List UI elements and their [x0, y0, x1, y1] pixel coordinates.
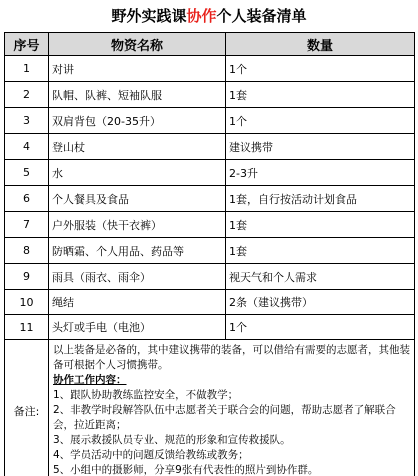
title-highlight: 协作	[186, 7, 217, 25]
table-row	[5, 186, 415, 212]
row-index: 11	[5, 315, 49, 340]
row-quantity: 1套	[226, 212, 415, 238]
row-item-name: 对讲	[49, 56, 226, 82]
row-index: 8	[5, 238, 49, 264]
row-item-name: 队帽、队裤、短袖队服	[49, 82, 226, 108]
row-quantity: 2条（建议携带）	[226, 290, 415, 315]
row-index: 9	[5, 264, 49, 290]
table-row	[5, 264, 415, 290]
row-quantity: 视天气和个人需求	[226, 264, 415, 290]
row-item-name: 雨具（雨衣、雨伞）	[49, 264, 226, 290]
row-index: 10	[5, 290, 49, 315]
header-quantity: 数量	[226, 33, 415, 56]
table-row	[5, 82, 415, 108]
table-row	[5, 56, 415, 82]
row-item-name: 登山杖	[49, 134, 226, 160]
note-section-title: 协作工作内容：	[53, 374, 127, 386]
row-index: 1	[5, 56, 49, 82]
row-quantity: 1个	[226, 56, 415, 82]
row-item-name: 防晒霜、个人用品、药品等	[49, 238, 226, 264]
row-item-name: 户外服装（快干衣裤）	[49, 212, 226, 238]
row-index: 4	[5, 134, 49, 160]
title-prefix: 野外实践课	[111, 7, 187, 25]
note-item: 1、跟队协助教练监控安全，不做教学；	[53, 389, 239, 401]
table-row	[5, 238, 415, 264]
table-row	[5, 315, 415, 340]
row-quantity: 1个	[226, 108, 415, 134]
header-item-name: 物资名称	[49, 33, 226, 56]
note-item: 3、展示救援队员专业、规范的形象和宣传救援队。	[53, 434, 291, 446]
row-quantity: 2-3升	[226, 160, 415, 186]
row-item-name: 头灯或手电（电池）	[49, 315, 226, 340]
note-content	[49, 340, 415, 476]
row-index: 2	[5, 82, 49, 108]
note-item: 2、非教学时段解答队伍中志愿者关于联合会的问题，帮助志愿者了解联合会，拉近距离；	[53, 404, 396, 431]
equipment-table	[4, 32, 415, 476]
note-item: 4、学员活动中的问题反馈给教练或教务；	[53, 449, 249, 461]
row-item-name: 水	[49, 160, 226, 186]
table-row	[5, 134, 415, 160]
header-index: 序号	[5, 33, 49, 56]
note-intro: 以上装备是必备的，其中建议携带的装备，可以借给有需要的志愿者，其他装备可根据个人习惯携带。	[53, 344, 410, 371]
title-suffix: 个人装备清单	[216, 7, 307, 25]
table-row	[5, 108, 415, 134]
row-quantity: 1套，自行按活动计划食品	[226, 186, 415, 212]
row-item-name: 绳结	[49, 290, 226, 315]
row-item-name: 双肩背包（20-35升）	[49, 108, 226, 134]
table-header-row	[5, 33, 415, 56]
row-quantity: 1个	[226, 315, 415, 340]
row-index: 3	[5, 108, 49, 134]
row-index: 7	[5, 212, 49, 238]
row-quantity: 1套	[226, 82, 415, 108]
note-label: 备注:	[5, 340, 49, 476]
table-row	[5, 290, 415, 315]
note-row	[5, 340, 415, 476]
table-row	[5, 160, 415, 186]
row-index: 6	[5, 186, 49, 212]
row-index: 5	[5, 160, 49, 186]
row-quantity: 1套	[226, 238, 415, 264]
row-quantity: 建议携带	[226, 134, 415, 160]
note-item: 5、小组中的摄影师，分享9张有代表性的照片到协作群。	[53, 464, 319, 476]
table-row	[5, 212, 415, 238]
page-title	[0, 0, 418, 32]
row-item-name: 个人餐具及食品	[49, 186, 226, 212]
